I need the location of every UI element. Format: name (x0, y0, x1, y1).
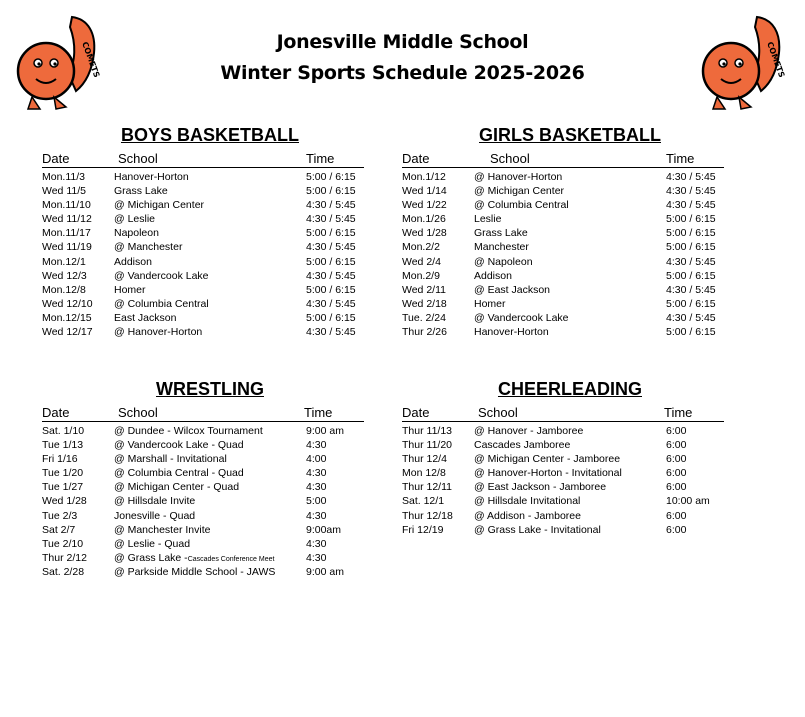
row-date: Wed 12/3 (42, 269, 87, 282)
row-date: Thur 12/18 (402, 509, 453, 522)
row-time: 4:30 (306, 509, 327, 522)
row-time: 4:30 / 5:45 (306, 199, 356, 212)
row-date: Mon.12/1 (42, 255, 86, 268)
wrestling-header (42, 406, 364, 422)
row-date: Wed 2/18 (402, 297, 447, 310)
row-date: Wed 11/19 (42, 241, 92, 254)
row-time: 5:00 / 6:15 (666, 213, 716, 226)
schedule-row (402, 509, 732, 523)
row-date: Thur 2/12 (42, 551, 87, 564)
row-school: @ East Jackson (474, 283, 551, 296)
cheerleading-header (402, 406, 724, 422)
row-time: 5:00 / 6:15 (306, 227, 356, 240)
row-school: @ Michigan Center - Jamboree (474, 453, 621, 466)
mascot-left-text: COMETS (80, 40, 102, 79)
row-time: 4:30 / 5:45 (666, 283, 716, 296)
time-header: Time (664, 405, 693, 420)
row-school: @ Manchester Invite (114, 523, 211, 536)
row-date: Tue 1/20 (42, 467, 84, 480)
time-header: Time (306, 151, 335, 166)
schedule-row (402, 466, 732, 480)
row-school: Leslie (474, 213, 502, 226)
row-time: 6:00 (666, 453, 687, 466)
row-note: Cascades Conference Meet (187, 555, 275, 563)
schedule-row (402, 494, 732, 508)
schedule-row (42, 452, 372, 466)
schedule-row (42, 255, 372, 269)
row-school: @ Vandercook Lake (114, 269, 209, 282)
schedule-row (42, 551, 372, 565)
schedule-row (42, 212, 372, 226)
row-school: @ Parkside Middle School - JAWS (114, 565, 276, 578)
row-date: Thur 11/20 (402, 439, 453, 452)
row-school: @ Hanover-Horton (474, 171, 563, 183)
schedule-row (42, 480, 372, 494)
schedule-row (42, 283, 372, 297)
row-school: Grass Lake (474, 227, 528, 240)
school-header: School (490, 151, 530, 166)
row-school: @ Michigan Center (474, 185, 565, 198)
row-school: East Jackson (114, 311, 177, 324)
row-date: Wed 11/12 (42, 213, 92, 226)
row-school: Jonesville - Quad (114, 509, 196, 522)
row-time: 4:30 / 5:45 (666, 255, 716, 268)
row-school: @ Hillsdale Invite (114, 495, 196, 508)
row-date: Thur 12/4 (402, 453, 447, 466)
row-time: 4:30 / 5:45 (666, 171, 716, 183)
schedule-row (402, 198, 732, 212)
row-date: Mon.2/2 (402, 241, 440, 254)
row-date: Sat. 12/1 (402, 495, 445, 508)
row-date: Mon.12/8 (42, 283, 86, 296)
row-date: Sat. 1/10 (42, 425, 85, 437)
row-time: 5:00 / 6:15 (666, 326, 716, 339)
row-school: Cascades Jamboree (474, 439, 571, 452)
schedule-row (402, 311, 732, 325)
row-school: @ Dundee - Wilcox Tournament (114, 425, 263, 437)
row-date: Mon.11/10 (42, 199, 91, 212)
row-school: @ Hanover-Horton (114, 326, 203, 339)
row-school: Homer (114, 283, 146, 296)
schedule-title: Winter Sports Schedule 2025-2026 (220, 62, 585, 84)
mascot-right-text: COMETS (765, 40, 787, 79)
school-header: School (118, 151, 158, 166)
row-date: Fri 12/19 (402, 523, 444, 536)
cheerleading-title: CHEERLEADING (497, 379, 642, 399)
row-date: Mon.1/26 (402, 213, 446, 226)
row-time: 4:00 (306, 453, 327, 466)
row-school: Addison (474, 269, 512, 282)
schedule-row (42, 509, 372, 523)
row-school: Homer (474, 297, 506, 310)
row-time: 6:00 (666, 425, 687, 437)
row-school: @ Vandercook Lake - Quad (114, 439, 244, 452)
row-time: 5:00 / 6:15 (666, 227, 716, 240)
row-time: 5:00 / 6:15 (306, 283, 356, 296)
row-date: Mon.11/3 (42, 171, 85, 183)
row-school: @ Leslie - Quad (114, 537, 191, 550)
row-date: Tue. 2/24 (402, 311, 446, 324)
row-date: Tue 1/13 (42, 439, 84, 452)
row-school: @ Marshall - Invitational (114, 453, 227, 466)
schedule-row (42, 198, 372, 212)
row-date: Wed 1/28 (402, 227, 447, 240)
row-time: 5:00 / 6:15 (666, 241, 716, 254)
row-school: Hanover-Horton (114, 171, 189, 183)
schedule-row (42, 523, 372, 537)
schedule-row (42, 311, 372, 325)
row-time: 5:00 / 6:15 (666, 297, 716, 310)
schedule-row (42, 438, 372, 452)
row-school: @ Hanover-Horton - Invitational (474, 467, 622, 480)
row-date: Thur 11/13 (402, 425, 453, 437)
row-school: @ Hanover - Jamboree (474, 425, 584, 437)
comet-mascot-left-logo (10, 13, 102, 113)
row-school: Hanover-Horton (474, 326, 549, 339)
schedule-row (402, 438, 732, 452)
row-school: Addison (114, 255, 152, 268)
row-date: Mon.12/15 (42, 311, 92, 324)
boys-basketball-title: BOYS BASKETBALL (120, 125, 299, 145)
row-time: 4:30 / 5:45 (306, 297, 356, 310)
date-header: Date (402, 405, 430, 420)
row-time: 4:30 / 5:45 (306, 326, 356, 339)
row-time: 4:30 (306, 481, 327, 494)
row-school: @ Columbia Central (474, 199, 569, 212)
school-title: Jonesville Middle School (276, 31, 529, 53)
schedule-row (42, 184, 372, 198)
row-time: 10:00 am (666, 495, 710, 508)
schedule-row (42, 325, 372, 339)
row-time: 4:30 (306, 551, 327, 564)
row-date: Wed 2/4 (402, 255, 441, 268)
row-time: 4:30 / 5:45 (306, 269, 356, 282)
row-school: Grass Lake (114, 185, 168, 198)
date-header: Date (42, 151, 70, 166)
schedule-row (402, 297, 732, 311)
row-time: 4:30 / 5:45 (306, 241, 356, 254)
schedule-row (402, 269, 732, 283)
schedule-row (402, 255, 732, 269)
schedule-row (42, 565, 372, 579)
row-school: Napoleon (114, 227, 159, 240)
row-school: @ Hillsdale Invitational (474, 495, 581, 508)
row-school: @ Napoleon (474, 255, 533, 268)
date-header: Date (402, 151, 430, 166)
row-date: Wed 12/10 (42, 297, 93, 310)
row-school-text: @ Grass Lake - (114, 551, 188, 564)
wrestling-rows (42, 424, 372, 579)
row-date: Mon 12/8 (402, 467, 446, 480)
row-time: 5:00 / 6:15 (306, 311, 356, 324)
row-date: Tue 2/3 (42, 509, 78, 522)
row-date: Fri 1/16 (42, 453, 78, 466)
time-header: Time (666, 151, 695, 166)
row-time: 5:00 (306, 495, 327, 508)
row-time: 4:30 (306, 467, 327, 480)
comet-mascot-right-logo (695, 13, 787, 113)
row-time: 6:00 (666, 481, 687, 494)
row-time: 5:00 / 6:15 (306, 171, 356, 183)
row-date: Thur 2/26 (402, 326, 447, 339)
row-date: Wed 1/22 (402, 199, 447, 212)
schedule-row (402, 226, 732, 240)
schedule-row (402, 184, 732, 198)
schedule-row (42, 466, 372, 480)
schedule-row (402, 480, 732, 494)
boys-basketball-header (42, 152, 364, 168)
row-date: Tue 2/10 (42, 537, 84, 550)
row-time: 6:00 (666, 523, 687, 536)
row-school: @ Vandercook Lake (474, 311, 569, 324)
row-date: Wed 1/14 (402, 185, 447, 198)
time-header: Time (304, 405, 333, 420)
schedule-row (42, 424, 372, 438)
row-school: @ Columbia Central - Quad (114, 467, 244, 480)
schedule-row (42, 269, 372, 283)
schedule-row (402, 170, 732, 184)
schedule-row (402, 523, 732, 537)
row-time: 6:00 (666, 439, 687, 452)
row-school: @ Addison - Jamboree (474, 509, 581, 522)
row-time: 4:30 / 5:45 (666, 311, 716, 324)
schedule-row (402, 424, 732, 438)
schedule-row (402, 325, 732, 339)
row-time: 5:00 / 6:15 (306, 255, 356, 268)
schedule-row (42, 226, 372, 240)
row-date: Mon.11/17 (42, 227, 91, 240)
schedule-row (402, 283, 732, 297)
row-school: @ Grass Lake - Invitational (474, 523, 601, 536)
row-date: Tue 1/27 (42, 481, 84, 494)
row-date: Wed 11/5 (42, 185, 86, 198)
row-school: @ Manchester (114, 241, 183, 254)
row-time: 5:00 / 6:15 (306, 185, 356, 198)
schedule-row (402, 240, 732, 254)
girls-basketball-header (402, 152, 724, 168)
schedule-row (42, 297, 372, 311)
row-date: Sat. 2/28 (42, 565, 85, 578)
row-time: 5:00 / 6:15 (666, 269, 716, 282)
row-time: 4:30 (306, 439, 327, 452)
row-time: 9:00 am (306, 425, 344, 437)
row-date: Thur 12/11 (402, 481, 453, 494)
row-school: @ East Jackson - Jamboree (474, 481, 607, 494)
row-date: Sat 2/7 (42, 523, 76, 536)
row-time: 6:00 (666, 509, 687, 522)
schedule-row (402, 212, 732, 226)
row-time: 4:30 / 5:45 (306, 213, 356, 226)
row-time: 4:30 (306, 537, 327, 550)
row-time: 6:00 (666, 467, 687, 480)
row-school: @ Leslie (114, 213, 156, 226)
row-date: Wed 12/17 (42, 326, 93, 339)
row-date: Mon.2/9 (402, 269, 440, 282)
girls-basketball-rows (402, 170, 732, 339)
schedule-row (42, 170, 372, 184)
row-time: 4:30 / 5:45 (666, 199, 716, 212)
boys-basketball-rows (42, 170, 372, 339)
row-school: @ Michigan Center (114, 199, 205, 212)
wrestling-title: WRESTLING (156, 379, 264, 399)
row-school: @ Michigan Center - Quad (114, 481, 240, 494)
cheerleading-rows (402, 424, 732, 537)
row-school: Manchester (474, 241, 529, 254)
schedule-row (402, 452, 732, 466)
date-header: Date (42, 405, 70, 420)
row-date: Wed 2/11 (402, 283, 446, 296)
row-time: 9:00am (306, 523, 342, 536)
row-school: @ Columbia Central (114, 297, 209, 310)
girls-basketball-title: GIRLS BASKETBALL (479, 125, 661, 145)
row-date: Mon.1/12 (402, 171, 446, 183)
schedule-row (42, 494, 372, 508)
schedule-row (42, 240, 372, 254)
school-header: School (478, 405, 518, 420)
row-date: Wed 1/28 (42, 495, 87, 508)
row-time: 4:30 / 5:45 (666, 185, 716, 198)
row-time: 9:00 am (306, 565, 344, 578)
school-header: School (118, 405, 158, 420)
schedule-row (42, 537, 372, 551)
